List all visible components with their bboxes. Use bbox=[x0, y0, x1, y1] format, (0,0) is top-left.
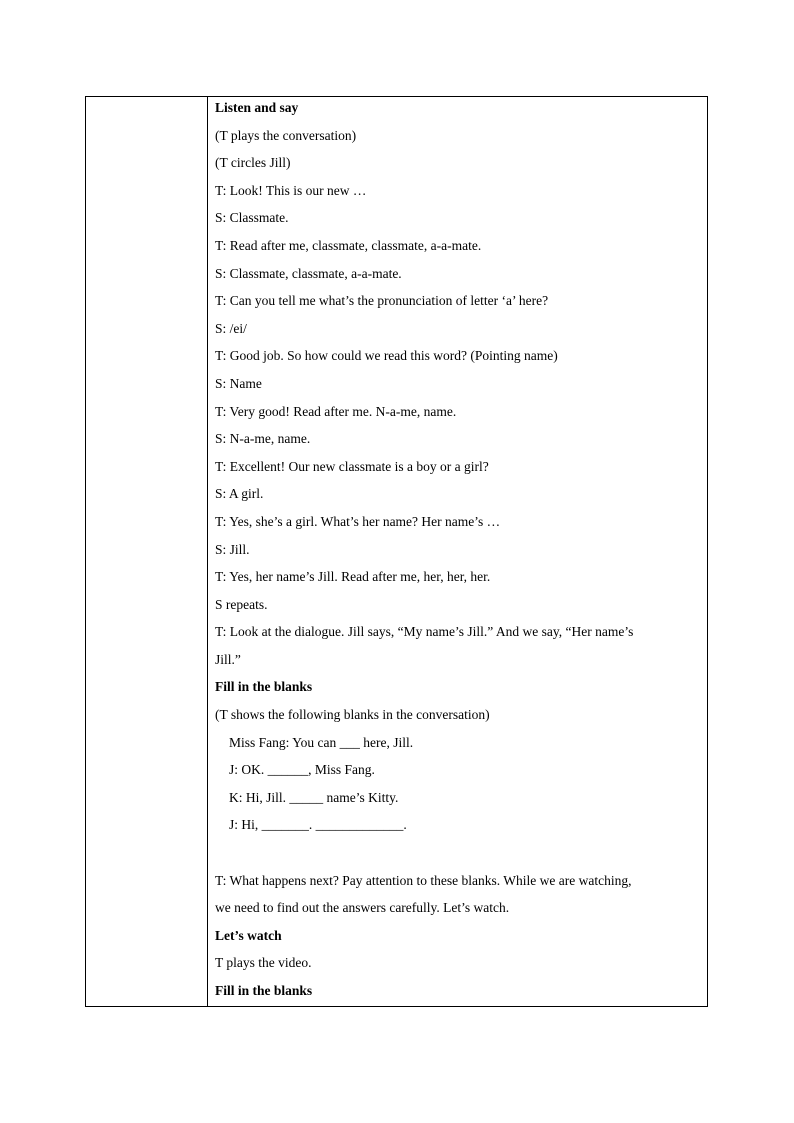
exercise-line: Miss Fang: You can ___ here, Jill. bbox=[229, 734, 414, 750]
text-line: T: Read after me, classmate, classmate, a-a-mate. bbox=[215, 237, 482, 253]
heading-fill-in-the-blanks: Fill in the blanks bbox=[215, 679, 313, 695]
text-line: (T plays the conversation) bbox=[215, 127, 357, 143]
text-line: T: Look at the dialogue. Jill says, “My name’s Jill.” And we say, “Her name’s bbox=[215, 624, 634, 640]
exercise-line: K: Hi, Jill. _____ name’s Kitty. bbox=[229, 789, 399, 805]
text-line: T plays the video. bbox=[215, 955, 312, 971]
table-right-cell bbox=[215, 94, 705, 1005]
text-line: Jill.” bbox=[215, 651, 241, 667]
text-line: (T circles Jill) bbox=[215, 155, 291, 171]
heading-listen-and-say: Listen and say bbox=[215, 100, 299, 115]
text-line: T: Can you tell me what’s the pronunciation of letter ‘a’ here? bbox=[215, 293, 549, 309]
lesson-table bbox=[85, 96, 708, 1007]
text-line: (T shows the following blanks in the conversation) bbox=[215, 707, 490, 723]
table-left-cell bbox=[86, 97, 207, 1006]
heading-fill-in-the-blanks-2: Fill in the blanks bbox=[215, 983, 313, 998]
text-line: S: Jill. bbox=[215, 541, 250, 557]
exercise-line: J: Hi, _______. _____________. bbox=[229, 817, 407, 833]
text-line: T: Excellent! Our new classmate is a boy or a girl? bbox=[215, 458, 489, 474]
text-line: T: Yes, her name’s Jill. Read after me, her, her, her. bbox=[215, 569, 491, 585]
text-line: S: Classmate. bbox=[215, 210, 289, 226]
text-line: S repeats. bbox=[215, 596, 268, 612]
text-line: T: What happens next? Pay attention to these blanks. While we are watching, bbox=[215, 872, 632, 888]
column-divider bbox=[207, 97, 208, 1006]
text-line: T: Very good! Read after me. N-a-me, name. bbox=[215, 403, 457, 419]
text-line: S: Classmate, classmate, a-a-mate. bbox=[215, 265, 402, 281]
text-line: S: /ei/ bbox=[215, 320, 247, 336]
empty-line bbox=[215, 839, 705, 867]
text-line: T: Good job. So how could we read this word? (Pointing name) bbox=[215, 348, 558, 364]
text-line: T: Yes, she’s a girl. What’s her name? Her name’s … bbox=[215, 513, 501, 529]
text-line: T: Look! This is our new … bbox=[215, 182, 367, 198]
exercise-line: J: OK. ______, Miss Fang. bbox=[229, 762, 375, 778]
text-line: we need to find out the answers carefully. Let’s watch. bbox=[215, 900, 510, 916]
text-line: S: N-a-me, name. bbox=[215, 431, 311, 447]
heading-lets-watch: Let’s watch bbox=[215, 927, 282, 943]
text-line: S: A girl. bbox=[215, 486, 264, 502]
text-line: S: Name bbox=[215, 375, 262, 391]
